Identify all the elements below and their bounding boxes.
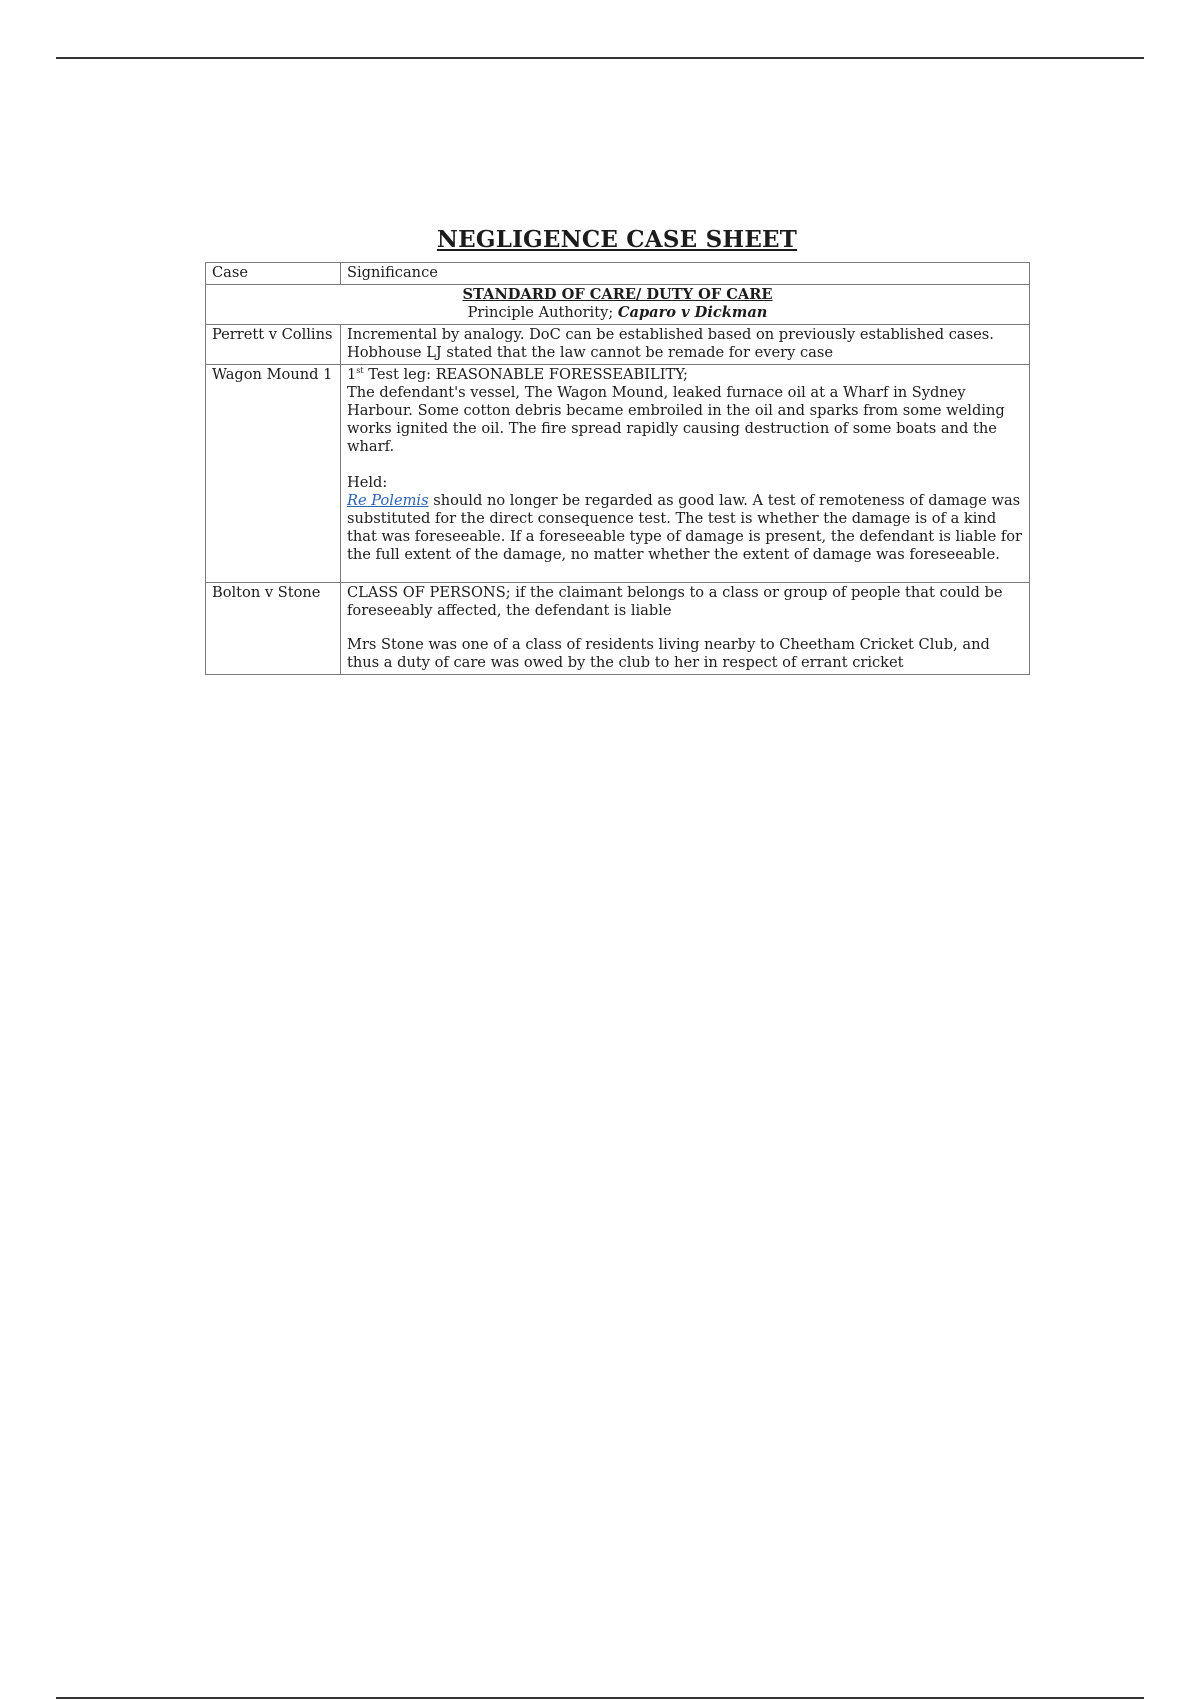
header-rule [56,57,1144,59]
section-heading: STANDARD OF CARE/ DUTY OF CARE [462,286,773,303]
header-significance: Significance [341,263,1030,285]
held-text [347,492,1023,564]
table-row [206,583,1030,675]
test-leg-text: Test leg: REASONABLE FORESSEABILITY; [363,366,688,383]
table-row [206,325,1030,365]
case-name: Bolton v Stone [206,583,341,675]
test-leg-ordinal: st [356,366,364,376]
section-authority [468,304,768,321]
test-leg [347,366,1023,384]
significance-line: Hobhouse LJ stated that the law cannot be remade for every case [347,344,833,361]
significance-line: Incremental by analogy. DoC can be established based on previously established cases. [347,326,994,343]
held-body: should no longer be regarded as good law. A test of remoteness of damage was substituted for the direct consequence test. The test is whether the damage is of a kind that was foreseeable. If a foreseeable type of damage is present, the defendant is liable for the full extent of the damage, no matter whether the extent of damage was foreseeable. [347,492,1023,563]
section-row [206,285,1030,325]
held-label: Held: [347,474,388,491]
authority-prefix: Principle Authority; [467,304,618,321]
table-row [206,365,1030,583]
header-case: Case [206,263,341,285]
case-principle: CLASS OF PERSONS; if the claimant belongs to a class or group of people that could be foreseeably affected, the defendant is liable [347,584,1003,619]
section-cell [206,285,1030,325]
re-polemis-link[interactable]: Re Polemis [347,492,429,509]
case-facts: Mrs Stone was one of a class of residents living nearby to Cheetham Cricket Club, and thus a duty of care was owed by the club to her in respect of errant cricket [347,636,990,671]
test-leg-number: 1 [347,366,357,383]
case-table [205,262,1030,675]
document-title: NEGLIGENCE CASE SHEET [436,226,798,253]
spacer [347,564,1023,580]
footer-rule [56,1697,1144,1699]
spacer [347,620,1023,636]
case-name: Perrett v Collins [206,325,341,365]
case-significance [341,325,1030,365]
table-header-row [206,263,1030,285]
authority-case: Caparo v Dickman [617,304,768,321]
case-facts: The defendant's vessel, The Wagon Mound, leaked furnace oil at a Wharf in Sydney Harbour. Some cotton debris became embroiled in the oil and sparks from some welding works ignited the oil. The fire spread rapidly causing destruction of some boats and the wharf. [347,384,1005,455]
case-significance [341,365,1030,583]
case-significance [341,583,1030,675]
case-name: Wagon Mound 1 [206,365,341,583]
spacer [347,456,1023,474]
